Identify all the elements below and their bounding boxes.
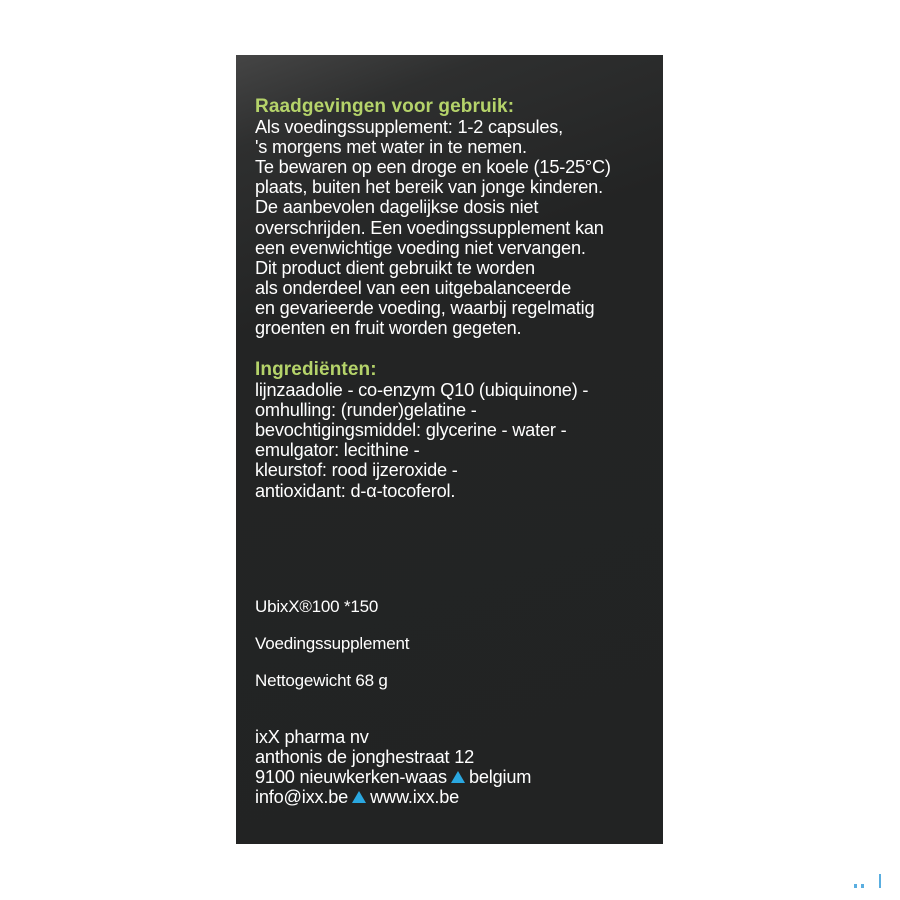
usage-advice-section	[255, 97, 653, 338]
company-contact-line	[255, 787, 653, 807]
company-email[interactable]: info@ixx.be	[255, 787, 349, 808]
triangle-icon	[451, 771, 465, 783]
triangle-icon	[352, 791, 366, 803]
usage-advice-line: groenten en fruit worden gegeten.	[255, 318, 522, 339]
usage-advice-line: Te bewaren op een droge en koele (15-25°C)	[255, 157, 611, 178]
product-type: Voedingssupplement	[255, 634, 410, 654]
usage-advice-line: en gevarieerde voeding, waarbij regelmatig	[255, 297, 595, 318]
usage-advice-line: overschrijden. Een voedingssupplement kan	[255, 217, 604, 238]
ingredients-line: antioxidant: d-α-tocoferol.	[255, 480, 456, 501]
product-name: UbixX®100 *150	[255, 597, 379, 616]
company-country: belgium	[468, 767, 532, 788]
ingredients-line: lijnzaadolie - co-enzym Q10 (ubiquinone) -	[255, 380, 589, 401]
company-website[interactable]: www.ixx.be	[370, 787, 460, 808]
company-address-section	[255, 727, 653, 807]
usage-advice-line: Als voedingssupplement: 1-2 capsules,	[255, 117, 564, 138]
label-panel	[236, 55, 663, 844]
company-city: 9100 nieuwkerken-waas	[255, 767, 447, 788]
ingredients-line: emulgator: lecithine -	[255, 440, 420, 461]
ingredients-line: omhulling: (runder)gelatine -	[255, 400, 477, 421]
ingredients-line: bevochtigingsmiddel: glycerine - water -	[255, 420, 567, 441]
usage-advice-line: als onderdeel van een uitgebalanceerde	[255, 277, 571, 298]
ingredients-line: kleurstof: rood ijzeroxide -	[255, 460, 458, 481]
usage-advice-line: De aanbevolen dagelijkse dosis niet	[255, 197, 539, 218]
usage-advice-line: Dit product dient gebruikt te worden	[255, 257, 535, 278]
usage-advice-line: een evenwichtige voeding niet vervangen.	[255, 237, 586, 258]
ingredients-section	[255, 360, 653, 501]
usage-advice-heading: Raadgevingen voor gebruik:	[255, 96, 515, 117]
company-street: anthonis de jonghestraat 12	[255, 747, 475, 768]
product-info-section	[255, 597, 653, 708]
net-weight: Nettogewicht 68 g	[255, 671, 388, 691]
company-city-line	[255, 767, 653, 787]
corner-logo-mark	[852, 870, 888, 890]
ingredients-heading: Ingrediënten:	[255, 359, 377, 380]
usage-advice-line: plaats, buiten het bereik van jonge kinderen.	[255, 177, 603, 198]
company-name: ixX pharma nv	[255, 727, 369, 747]
usage-advice-line: 's morgens met water in te nemen.	[255, 137, 527, 158]
